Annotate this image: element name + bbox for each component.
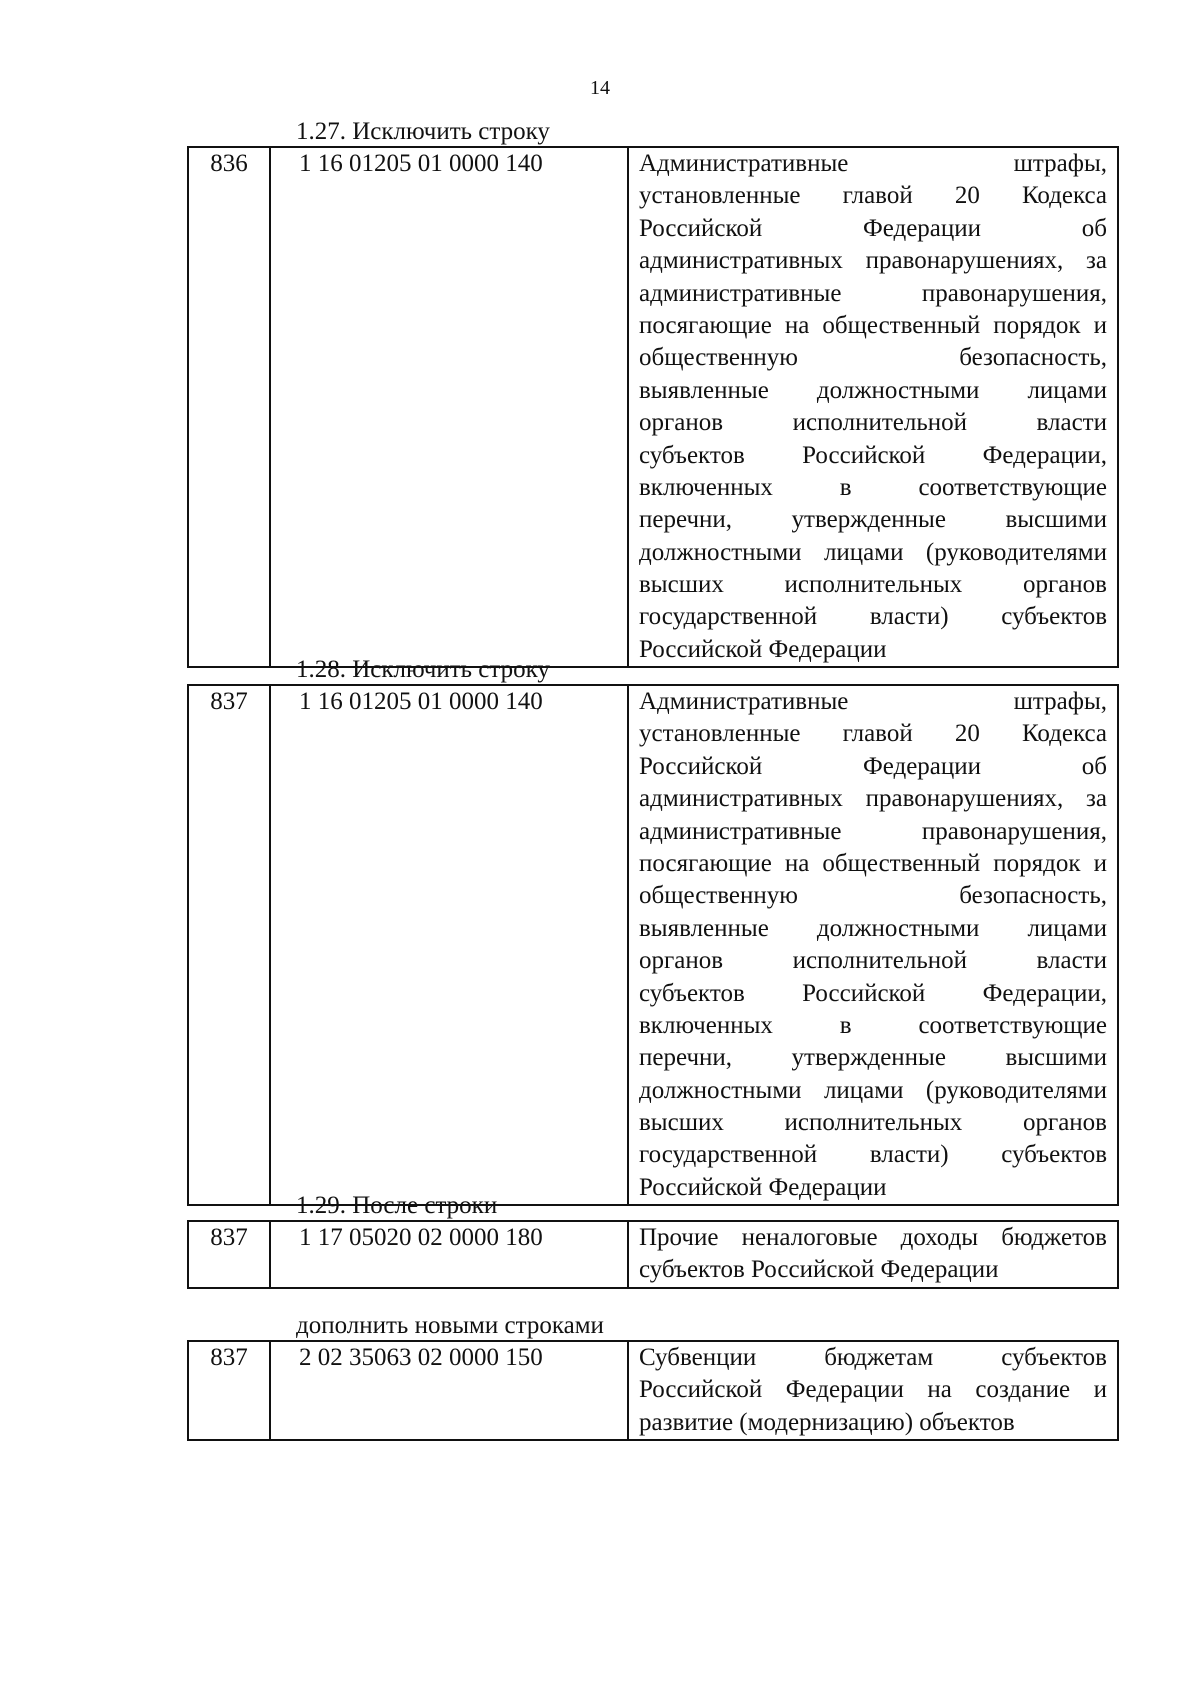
- description-word: (руководителями: [925, 538, 1107, 566]
- table-row: [188, 685, 1118, 1205]
- row-number-cell: 837: [188, 1341, 270, 1440]
- description-word: включенных: [639, 473, 773, 501]
- description-word: высшими: [1005, 506, 1107, 534]
- description-word: Федерации,: [982, 441, 1107, 469]
- description-word: административные: [639, 279, 842, 307]
- description-word: об: [1081, 214, 1107, 242]
- description-word: штрафы,: [1013, 150, 1107, 177]
- budget-code-cell: 1 16 01205 01 0000 140: [270, 147, 628, 667]
- description-line: [639, 686, 1107, 718]
- description-word: доходы: [900, 1224, 979, 1251]
- description-word: безопасность,: [959, 882, 1107, 910]
- budget-code-table-1-29: [187, 1220, 1119, 1289]
- description-word: лицами: [823, 538, 904, 566]
- description-word: порядок: [993, 311, 1081, 339]
- description-word: должностными: [816, 914, 980, 942]
- section-caption-1-27: 1.27. Исключить строку: [296, 118, 550, 145]
- description-cell: [628, 685, 1118, 1205]
- description-word: установленные: [639, 182, 801, 210]
- description-word: органов: [1022, 571, 1107, 599]
- budget-code-table-1-27: [187, 146, 1119, 668]
- description-word: лицами: [823, 1076, 904, 1104]
- description-word: штрафы,: [1013, 688, 1107, 715]
- description-word: соответствующие: [918, 1011, 1107, 1039]
- description-word: создание: [975, 1376, 1071, 1404]
- description-line: [639, 310, 1107, 342]
- description-line: Российской Федерации: [639, 635, 887, 663]
- budget-code-table-1-28: [187, 684, 1119, 1206]
- description-word: выявленные: [639, 914, 769, 942]
- description-word: безопасность,: [959, 344, 1107, 372]
- description-word: утвержденные: [791, 1044, 946, 1072]
- description-word: Федерации: [862, 214, 982, 242]
- description-word: Административные: [639, 150, 849, 177]
- description-line: [639, 783, 1107, 815]
- description-word: административных: [639, 785, 843, 813]
- description-line: субъектов Российской Федерации: [639, 1256, 999, 1284]
- description-word: на: [784, 311, 810, 339]
- description-word: общественный: [822, 311, 981, 339]
- description-word: Федерации: [862, 752, 982, 780]
- description-word: административных: [639, 247, 843, 275]
- description-word: государственной: [639, 603, 818, 631]
- description-word: высших: [639, 571, 724, 599]
- description-word: Административные: [639, 688, 849, 715]
- description-word: и: [1093, 1376, 1107, 1404]
- description-line: [639, 1010, 1107, 1042]
- description-word: порядок: [993, 849, 1081, 877]
- description-word: неналоговые: [741, 1224, 878, 1251]
- description-line: [639, 375, 1107, 407]
- description-word: власти): [869, 1141, 949, 1169]
- description-word: должностными: [639, 1076, 802, 1104]
- description-cell: [628, 147, 1118, 667]
- description-line: [639, 407, 1107, 439]
- description-line: [639, 848, 1107, 880]
- description-word: правонарушениях,: [865, 247, 1064, 275]
- description-word: утвержденные: [791, 506, 946, 534]
- budget-code-cell: 2 02 35063 02 0000 150: [270, 1341, 628, 1440]
- description-word: Федерации: [785, 1376, 904, 1404]
- description-word: в: [839, 1011, 852, 1039]
- description-word: на: [927, 1376, 952, 1404]
- row-number-cell: 837: [188, 1221, 270, 1288]
- table-row: [188, 1341, 1118, 1440]
- description-word: должностными: [639, 538, 802, 566]
- description-word: органов: [639, 409, 724, 437]
- description-line: [639, 913, 1107, 945]
- description-word: правонарушения,: [921, 279, 1107, 307]
- description-line: [639, 537, 1107, 569]
- description-word: высших: [639, 1109, 724, 1137]
- description-line: [639, 601, 1107, 633]
- row-number-cell: 837: [188, 685, 270, 1205]
- description-line: [639, 148, 1107, 180]
- description-cell: [628, 1221, 1118, 1288]
- page-number: 14: [590, 77, 610, 99]
- description-word: общественный: [822, 849, 981, 877]
- description-word: власти: [1036, 409, 1107, 437]
- description-line: [639, 180, 1107, 212]
- description-word: общественную: [639, 882, 798, 910]
- description-word: Российской: [639, 1376, 763, 1404]
- section-caption-new-rows: дополнить новыми строками: [296, 1312, 604, 1339]
- description-word: и: [1093, 311, 1107, 339]
- description-word: и: [1093, 849, 1107, 877]
- description-word: (руководителями: [925, 1076, 1107, 1104]
- table-row: [188, 147, 1118, 667]
- description-word: посягающие: [639, 849, 772, 877]
- description-word: на: [784, 849, 810, 877]
- description-word: об: [1081, 752, 1107, 780]
- row-number-cell: 836: [188, 147, 270, 667]
- description-word: Кодекса: [1021, 182, 1107, 210]
- description-word: Российской: [639, 214, 763, 242]
- description-word: бюджетам: [824, 1344, 934, 1371]
- description-line: [639, 213, 1107, 245]
- description-line: [639, 569, 1107, 601]
- description-line: [639, 245, 1107, 277]
- description-line: [639, 1042, 1107, 1074]
- description-word: субъектов: [1001, 1141, 1107, 1169]
- description-word: главой: [842, 720, 913, 748]
- description-word: правонарушения,: [921, 817, 1107, 845]
- description-word: исполнительной: [792, 947, 967, 975]
- description-word: 20: [954, 720, 980, 748]
- description-line: [639, 816, 1107, 848]
- description-word: посягающие: [639, 311, 772, 339]
- description-line: [639, 1107, 1107, 1139]
- description-line: [639, 1342, 1107, 1374]
- description-line: [639, 342, 1107, 374]
- description-word: власти): [869, 603, 949, 631]
- description-word: Российской: [802, 979, 926, 1007]
- description-cell: [628, 1341, 1118, 1440]
- description-word: включенных: [639, 1011, 773, 1039]
- description-word: 20: [954, 182, 980, 210]
- description-word: Субвенции: [639, 1344, 757, 1371]
- description-word: Российской: [802, 441, 926, 469]
- description-word: главой: [842, 182, 913, 210]
- description-word: субъектов: [639, 441, 745, 469]
- description-word: исполнительных: [784, 1109, 963, 1137]
- description-word: лицами: [1027, 376, 1107, 404]
- description-word: Прочие: [639, 1224, 719, 1251]
- description-word: должностными: [816, 376, 980, 404]
- description-word: установленные: [639, 720, 801, 748]
- description-word: правонарушениях,: [865, 785, 1064, 813]
- description-line: [639, 978, 1107, 1010]
- description-line: [639, 1139, 1107, 1171]
- description-word: органов: [1022, 1109, 1107, 1137]
- description-word: общественную: [639, 344, 798, 372]
- description-word: Федерации,: [982, 979, 1107, 1007]
- description-word: лицами: [1027, 914, 1107, 942]
- description-line: [639, 880, 1107, 912]
- description-word: бюджетов: [1001, 1224, 1107, 1251]
- description-line: [639, 945, 1107, 977]
- description-line: [639, 504, 1107, 536]
- description-line: [639, 718, 1107, 750]
- budget-code-cell: 1 16 01205 01 0000 140: [270, 685, 628, 1205]
- description-word: выявленные: [639, 376, 769, 404]
- description-line: [639, 1374, 1107, 1406]
- description-line: [639, 278, 1107, 310]
- description-word: административные: [639, 817, 842, 845]
- description-word: субъектов: [1001, 1344, 1107, 1371]
- description-line: Российской Федерации: [639, 1173, 887, 1201]
- table-row: [188, 1221, 1118, 1288]
- section-caption-1-28: 1.28. Исключить строку: [296, 656, 550, 683]
- description-word: перечни,: [639, 506, 733, 534]
- description-line: [639, 1222, 1107, 1254]
- description-word: исполнительной: [792, 409, 967, 437]
- description-word: соответствующие: [918, 473, 1107, 501]
- description-word: власти: [1036, 947, 1107, 975]
- description-word: государственной: [639, 1141, 818, 1169]
- description-word: в: [839, 473, 852, 501]
- description-word: за: [1086, 247, 1107, 275]
- description-word: исполнительных: [784, 571, 963, 599]
- description-word: субъектов: [1001, 603, 1107, 631]
- budget-code-cell: 1 17 05020 02 0000 180: [270, 1221, 628, 1288]
- description-word: Российской: [639, 752, 763, 780]
- description-word: Кодекса: [1021, 720, 1107, 748]
- description-line: [639, 440, 1107, 472]
- budget-code-table-new-rows: [187, 1340, 1119, 1441]
- description-line: [639, 1075, 1107, 1107]
- section-caption-1-29: 1.29. После строки: [296, 1192, 498, 1219]
- description-word: органов: [639, 947, 724, 975]
- description-line: [639, 472, 1107, 504]
- description-line: развитие (модернизацию) объектов: [639, 1408, 1015, 1436]
- description-word: за: [1086, 785, 1107, 813]
- description-word: высшими: [1005, 1044, 1107, 1072]
- description-word: субъектов: [639, 979, 745, 1007]
- description-line: [639, 751, 1107, 783]
- description-word: перечни,: [639, 1044, 733, 1072]
